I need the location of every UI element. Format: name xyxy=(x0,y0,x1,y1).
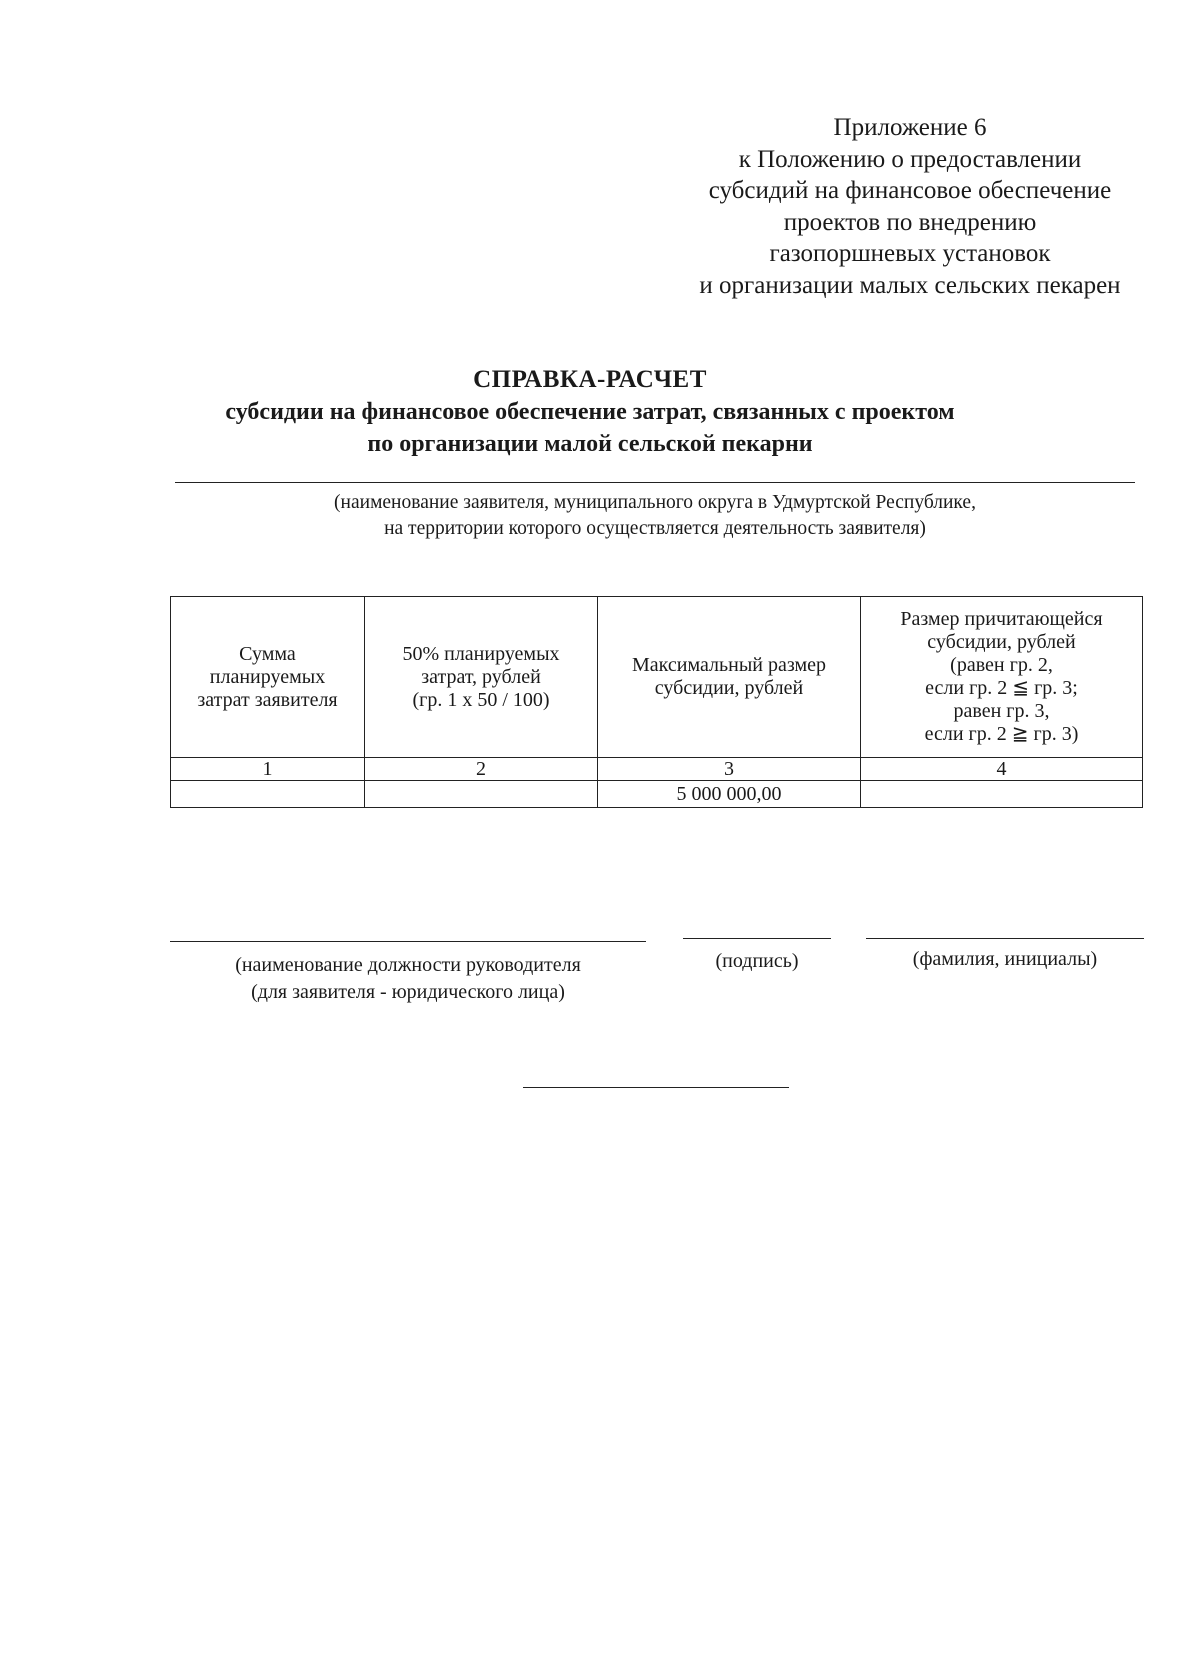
appendix-line: и организации малых сельских пекарен xyxy=(699,271,1121,299)
column-number-cell: 1 xyxy=(171,758,365,781)
position-caption-line: (для заявителя - юридического лица) xyxy=(251,981,565,1003)
position-caption-line: (наименование должности руководителя xyxy=(235,954,581,976)
signature-fill-line[interactable] xyxy=(683,938,831,939)
header-planned-costs xyxy=(171,597,365,758)
header-text: Максимальный размер xyxy=(631,654,826,676)
appendix-line: к Положению о предоставлении xyxy=(738,145,1082,173)
header-text: субсидии, рублей xyxy=(927,631,1076,653)
header-text: Размер причитающейся xyxy=(900,608,1103,630)
name-fill-line[interactable] xyxy=(866,938,1144,939)
footer-divider xyxy=(523,1087,789,1088)
column-number-cell: 3 xyxy=(598,758,861,781)
subsidy-calculation-table xyxy=(170,596,1143,808)
column-number-row xyxy=(171,758,1143,781)
table-row xyxy=(171,781,1143,808)
header-text: планируемых xyxy=(209,665,326,688)
header-text: затрат, рублей xyxy=(421,665,541,688)
name-caption-text: (фамилия, инициалы) xyxy=(912,948,1098,970)
header-text: 50% планируемых xyxy=(402,642,560,665)
appendix-line: проектов по внедрению xyxy=(783,208,1037,236)
signature-caption xyxy=(683,948,831,975)
header-text: если гр. 2 ≦ гр. 3; xyxy=(925,677,1078,699)
appendix-block xyxy=(660,112,1160,301)
document-subtitle-line: субсидии на финансовое обеспечение затрат, связанных с проектом xyxy=(225,399,955,425)
appendix-line: субсидий на финансовое обеспечение xyxy=(708,177,1112,204)
due-subsidy-value-cell[interactable] xyxy=(861,781,1143,808)
header-text: затрат заявителя xyxy=(197,688,338,711)
header-due-subsidy xyxy=(861,597,1143,758)
document-title: СПРАВКА-РАСЧЕТ xyxy=(473,366,707,393)
header-max-subsidy xyxy=(598,597,861,758)
applicant-caption-line: на территории которого осуществляется деятельность заявителя) xyxy=(384,518,926,539)
position-caption xyxy=(170,952,646,1006)
header-text: (гр. 1 х 50 / 100) xyxy=(412,688,550,711)
table-header-row xyxy=(171,597,1143,758)
header-text: если гр. 2 ≧ гр. 3) xyxy=(924,723,1079,745)
fifty-percent-value-cell[interactable] xyxy=(365,781,598,808)
position-fill-line[interactable] xyxy=(170,941,646,942)
max-subsidy-value-cell: 5 000 000,00 xyxy=(598,781,861,808)
header-text: (равен гр. 2, xyxy=(950,654,1053,676)
appendix-number: Приложение 6 xyxy=(833,114,987,141)
header-text: Сумма xyxy=(239,642,296,665)
signature-caption-text: (подпись) xyxy=(715,950,799,972)
planned-costs-value-cell[interactable] xyxy=(171,781,365,808)
header-text: равен гр. 3, xyxy=(953,700,1050,722)
document-subtitle-line: по организации малой сельской пекарни xyxy=(367,431,813,457)
column-number-cell: 4 xyxy=(861,758,1143,781)
applicant-caption xyxy=(175,490,1135,542)
header-text: субсидии, рублей xyxy=(654,677,804,699)
applicant-caption-line: (наименование заявителя, муниципального округа в Удмуртской Республике, xyxy=(334,492,976,513)
column-number-cell: 2 xyxy=(365,758,598,781)
document-title-block xyxy=(180,364,1000,460)
applicant-fill-line[interactable] xyxy=(175,482,1135,483)
appendix-line: газопоршневых установок xyxy=(769,240,1051,267)
name-caption xyxy=(866,946,1144,973)
header-fifty-percent xyxy=(365,597,598,758)
